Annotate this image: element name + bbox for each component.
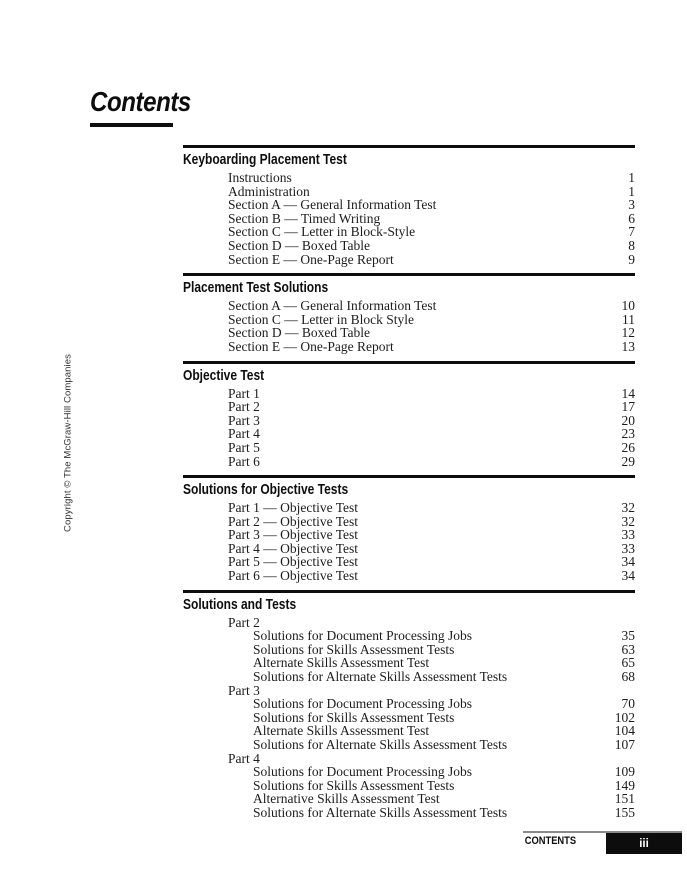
toc-entry bbox=[183, 616, 635, 630]
toc-entry-label: Part 6 bbox=[228, 453, 260, 469]
toc-entry-page: 70 bbox=[621, 696, 635, 712]
toc-entry-label: Part 4 bbox=[228, 426, 260, 442]
toc-entry-label: Part 1 — Objective Test bbox=[228, 500, 359, 516]
toc-entry bbox=[183, 253, 635, 267]
toc-entry bbox=[183, 684, 635, 698]
toc-entry-label: Solutions for Document Processing Jobs bbox=[253, 628, 472, 644]
toc-entry-label: Alternate Skills Assessment Test bbox=[253, 723, 430, 739]
toc-entry bbox=[183, 455, 635, 469]
toc-entry bbox=[183, 555, 635, 569]
toc-entry-label: Part 2 bbox=[228, 399, 260, 415]
toc-entry-page: 23 bbox=[621, 426, 635, 442]
toc-entry bbox=[183, 569, 635, 583]
toc-entry-page: 68 bbox=[621, 669, 635, 685]
toc-entry-label: Part 6 — Objective Test bbox=[228, 568, 359, 584]
toc-entry-label: Section E — One-Page Report bbox=[228, 338, 394, 354]
toc-entry-page: 32 bbox=[621, 500, 635, 516]
toc-section-heading: Objective Test bbox=[183, 366, 265, 384]
toc-entry-page: 9 bbox=[628, 251, 635, 267]
toc-entry-label: Part 4 — Objective Test bbox=[228, 540, 359, 556]
toc-entry-label: Section C — Letter in Block Style bbox=[228, 311, 414, 327]
toc-entry-page: 12 bbox=[621, 325, 635, 341]
toc-entry-page: 3 bbox=[628, 197, 635, 213]
toc-entry bbox=[183, 643, 635, 657]
toc-entry-label: Instructions bbox=[228, 170, 292, 185]
copyright-text: Copyright © The McGraw-Hill Companies bbox=[62, 354, 74, 532]
toc-entry bbox=[183, 313, 635, 327]
toc-entry bbox=[183, 656, 635, 670]
toc-entry bbox=[183, 212, 635, 226]
toc-section bbox=[183, 145, 635, 273]
toc-entry-label: Solutions for Skills Assessment Tests bbox=[253, 777, 455, 793]
toc-entry bbox=[183, 414, 635, 428]
toc-entry bbox=[183, 697, 635, 711]
page-title: Contents bbox=[90, 86, 191, 117]
toc-entry-label: Section D — Boxed Table bbox=[228, 325, 371, 341]
toc-entry-page: 10 bbox=[621, 298, 635, 314]
toc-entry-page: 26 bbox=[621, 439, 635, 455]
toc-entry bbox=[183, 724, 635, 738]
toc-entry-page: 107 bbox=[614, 737, 635, 752]
toc-entry bbox=[183, 239, 635, 253]
toc-entry-page: 8 bbox=[628, 237, 635, 253]
toc-section-heading: Keyboarding Placement Test bbox=[183, 151, 347, 168]
toc-entry bbox=[183, 711, 635, 725]
toc-entry-page: 35 bbox=[621, 628, 635, 644]
footer-page-number: iii bbox=[639, 837, 649, 850]
toc-entry-label: Section E — One-Page Report bbox=[228, 251, 394, 267]
toc-section-heading: Placement Test Solutions bbox=[183, 279, 329, 297]
toc-entry-label: Solutions for Alternate Skills Assessment Tests bbox=[253, 804, 508, 820]
toc-entry-page: 33 bbox=[621, 527, 635, 543]
toc-entry-label: Administration bbox=[228, 183, 310, 199]
toc-section-heading: Solutions for Objective Tests bbox=[183, 481, 349, 499]
toc-entry-page: 149 bbox=[614, 777, 635, 793]
title-underline bbox=[90, 123, 173, 127]
toc-entry-label: Part 2 — Objective Test bbox=[228, 513, 359, 529]
toc-entry-page: 17 bbox=[621, 399, 635, 415]
toc-section bbox=[183, 273, 635, 360]
toc-entry-label: Section B — Timed Writing bbox=[228, 210, 381, 226]
toc-entry bbox=[183, 340, 635, 354]
toc-entry-label: Alternative Skills Assessment Test bbox=[253, 791, 440, 807]
toc-entry bbox=[183, 299, 635, 313]
toc-entry-label: Solutions for Alternate Skills Assessment Tests bbox=[253, 737, 508, 752]
toc-entry bbox=[183, 806, 635, 820]
toc-entry-label: Part 3 bbox=[228, 682, 260, 698]
toc-entry bbox=[183, 171, 635, 185]
toc-entry-page: 63 bbox=[621, 641, 635, 657]
toc-entry bbox=[183, 752, 635, 766]
toc-entry bbox=[183, 441, 635, 455]
toc-section bbox=[183, 475, 635, 590]
toc-entry-page: 34 bbox=[621, 568, 635, 584]
toc-entry-page: 1 bbox=[628, 170, 635, 185]
toc-section bbox=[183, 361, 635, 476]
toc-entry-label: Solutions for Skills Assessment Tests bbox=[253, 641, 455, 657]
toc-entry-page: 65 bbox=[621, 655, 635, 671]
toc-entry bbox=[183, 198, 635, 212]
toc-entry-page: 7 bbox=[628, 224, 635, 240]
footer-section-label: CONTENTS bbox=[524, 835, 577, 847]
toc-entry bbox=[183, 629, 635, 643]
toc-entry-label: Section A — General Information Test bbox=[228, 197, 437, 213]
toc-entry bbox=[183, 779, 635, 793]
page-footer bbox=[523, 831, 682, 854]
toc-entry-page: 1 bbox=[628, 183, 635, 199]
toc-entry-page: 109 bbox=[614, 764, 635, 780]
toc-entry bbox=[183, 501, 635, 515]
toc-entry-label: Solutions for Document Processing Jobs bbox=[253, 696, 472, 712]
toc-entry bbox=[183, 400, 635, 414]
toc-entry-label: Part 3 bbox=[228, 412, 260, 428]
toc-entry-label: Solutions for Skills Assessment Tests bbox=[253, 709, 455, 725]
toc-entry-label: Alternate Skills Assessment Test bbox=[253, 655, 430, 671]
toc-entry-page: 151 bbox=[614, 791, 635, 807]
toc-entry bbox=[183, 670, 635, 684]
toc-entry-label: Part 3 — Objective Test bbox=[228, 527, 359, 543]
toc-entry-page: 11 bbox=[622, 311, 635, 327]
toc-entry-page: 34 bbox=[621, 554, 635, 570]
toc-entry-label: Part 5 bbox=[228, 439, 260, 455]
toc-entry-page: 29 bbox=[621, 453, 635, 469]
toc-entry bbox=[183, 225, 635, 239]
toc-entry-label: Section C — Letter in Block-Style bbox=[228, 224, 416, 240]
toc-entry bbox=[183, 738, 635, 752]
toc-entry-page: 33 bbox=[621, 540, 635, 556]
toc-entry-label: Part 5 — Objective Test bbox=[228, 554, 359, 570]
toc-entry bbox=[183, 528, 635, 542]
toc-entry-page: 14 bbox=[621, 385, 635, 401]
toc-entry-label: Part 1 bbox=[228, 385, 260, 401]
toc-section bbox=[183, 590, 635, 827]
toc-section-heading: Solutions and Tests bbox=[183, 595, 297, 613]
toc-entry-label: Part 4 bbox=[228, 750, 260, 766]
toc-entry-label: Solutions for Alternate Skills Assessment Tests bbox=[253, 669, 508, 685]
toc-entry-page: 6 bbox=[628, 210, 635, 226]
toc-entry-page: 13 bbox=[621, 338, 635, 354]
toc-entry bbox=[183, 326, 635, 340]
table-of-contents bbox=[183, 145, 635, 827]
toc-entry bbox=[183, 515, 635, 529]
toc-entry-label: Section A — General Information Test bbox=[228, 298, 437, 314]
toc-entry-page: 104 bbox=[614, 723, 635, 739]
toc-entry-label: Section D — Boxed Table bbox=[228, 237, 371, 253]
toc-entry-label: Solutions for Document Processing Jobs bbox=[253, 764, 472, 780]
toc-entry bbox=[183, 185, 635, 199]
footer-page-number-bar bbox=[606, 833, 682, 854]
toc-entry-page: 155 bbox=[614, 804, 635, 820]
toc-entry bbox=[183, 387, 635, 401]
toc-entry-label: Part 2 bbox=[228, 614, 260, 630]
toc-entry-page: 32 bbox=[621, 513, 635, 529]
toc-entry bbox=[183, 765, 635, 779]
toc-entry-page: 102 bbox=[614, 709, 635, 725]
toc-entry bbox=[183, 427, 635, 441]
toc-entry bbox=[183, 792, 635, 806]
toc-entry-page: 20 bbox=[621, 412, 635, 428]
toc-entry bbox=[183, 542, 635, 556]
